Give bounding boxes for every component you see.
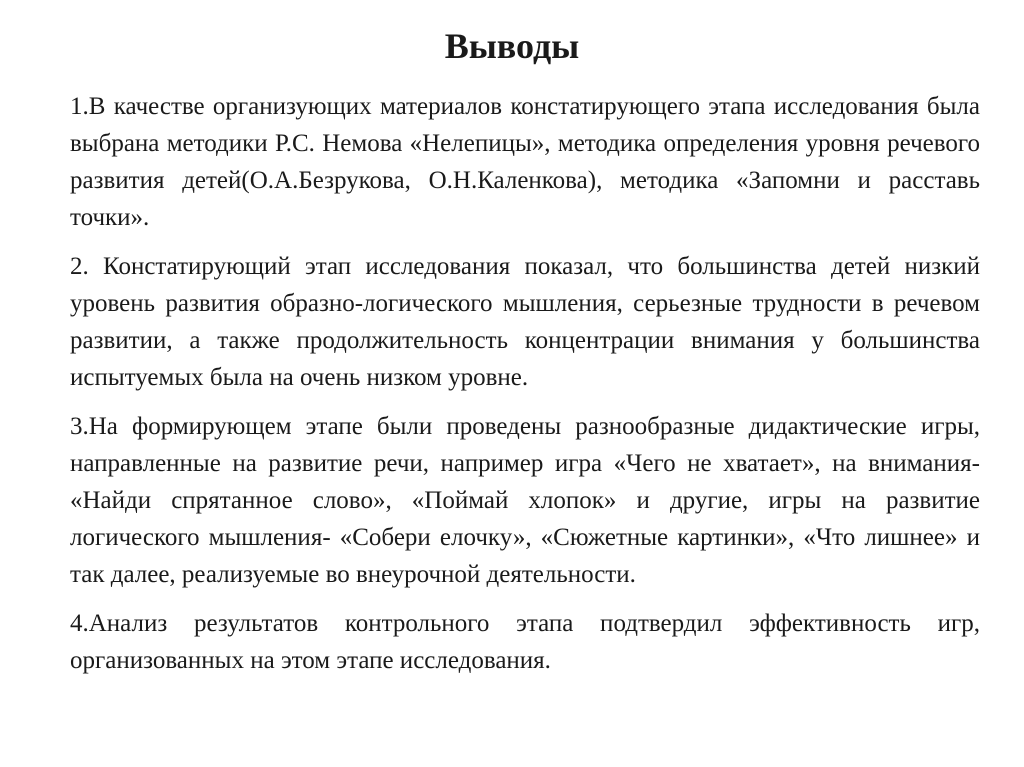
slide-body: [70, 88, 980, 691]
slide-title: Выводы: [444, 26, 580, 66]
conclusion-paragraph-2: 2. Констатирующий этап исследования показал, что большинства детей низкий уровень развития образно-логического мышления, серьезные трудности в речевом развитии, а также продолжительность концентрации внимания у большинства испытуемых была на очень низком уровне.: [70, 253, 980, 391]
conclusion-paragraph-3: 3.На формирующем этапе были проведены разнообразные дидактические игры, направленные на развитие речи, например игра «Чего не хватает», на внимания- «Найди спрятанное слово», «Поймай хлопок» и другие, игры на развитие логического мышления- «Собери елочку», «Сюжетные картинки», «Что лишнее» и так далее, реализуемые во внеурочной деятельности.: [70, 413, 980, 588]
conclusion-paragraph-1: 1.В качестве организующих материалов констатирующего этапа исследования была выбрана методики Р.С. Немова «Нелепицы», методика определения уровня речевого развития детей(О.А.Безрукова, О.Н.Каленкова), методика «Запомни и расставь точки».: [70, 93, 980, 231]
conclusion-paragraph-4: 4.Анализ результатов контрольного этапа подтвердил эффективность игр, организованных на этом этапе исследования.: [70, 610, 980, 674]
